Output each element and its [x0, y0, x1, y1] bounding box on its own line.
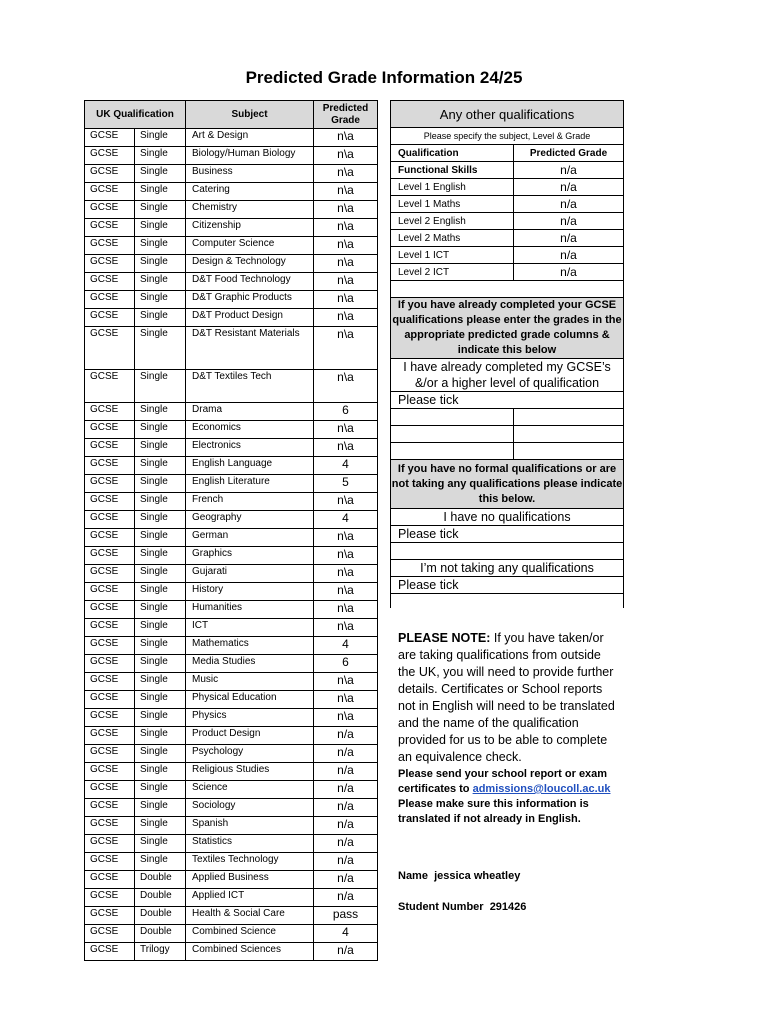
subject-cell: English Literature	[186, 475, 314, 493]
other-qual-grade[interactable]: n/a	[514, 230, 624, 247]
subject-row	[85, 763, 378, 781]
type-cell: Single	[135, 439, 186, 457]
subject-row	[85, 165, 378, 183]
type-cell: Single	[135, 183, 186, 201]
blank-cell	[514, 426, 624, 443]
subject-row	[85, 183, 378, 201]
type-cell: Single	[135, 237, 186, 255]
not-taking-option: I’m not taking any qualifications	[391, 560, 624, 577]
other-qual-grade[interactable]: n/a	[514, 213, 624, 230]
predicted-grade-cell[interactable]: n/a	[314, 745, 378, 763]
subject-row	[85, 219, 378, 237]
type-cell: Single	[135, 201, 186, 219]
student-number-label: Student Number	[398, 901, 484, 913]
qualification-cell: GCSE	[85, 601, 135, 619]
type-cell: Single	[135, 745, 186, 763]
subject-cell: Product Design	[186, 727, 314, 745]
student-name-field	[398, 870, 520, 882]
predicted-grade-cell[interactable]: n/a	[314, 889, 378, 907]
predicted-grade-cell[interactable]: n\a	[314, 421, 378, 439]
functional-skills-label: Functional Skills	[391, 162, 514, 179]
student-name-label: Name	[398, 870, 428, 882]
qualification-cell: GCSE	[85, 871, 135, 889]
header-predicted-grade: Predicted Grade	[314, 101, 378, 129]
subject-row	[85, 291, 378, 309]
subject-cell: Combined Sciences	[186, 943, 314, 961]
qualification-cell: GCSE	[85, 421, 135, 439]
type-cell: Single	[135, 853, 186, 871]
qualification-cell: GCSE	[85, 637, 135, 655]
header-uk-qualification: UK Qualification	[85, 101, 186, 129]
subject-cell: Business	[186, 165, 314, 183]
subject-cell: German	[186, 529, 314, 547]
please-tick-not-taking[interactable]: Please tick	[391, 577, 624, 594]
predicted-grade-cell[interactable]: n\a	[314, 691, 378, 709]
subject-row	[85, 147, 378, 165]
subject-row	[85, 853, 378, 871]
subject-row	[85, 817, 378, 835]
predicted-grade-cell[interactable]: 4	[314, 637, 378, 655]
qualification-cell: GCSE	[85, 583, 135, 601]
subject-cell: Applied Business	[186, 871, 314, 889]
subject-row	[85, 529, 378, 547]
qualification-cell: GCSE	[85, 273, 135, 291]
qualification-cell: GCSE	[85, 129, 135, 147]
subject-row	[85, 781, 378, 799]
qualification-cell: GCSE	[85, 925, 135, 943]
predicted-grade-cell[interactable]: n\a	[314, 673, 378, 691]
type-cell: Single	[135, 835, 186, 853]
predicted-grade-cell[interactable]: n\a	[314, 183, 378, 201]
subject-cell: Drama	[186, 403, 314, 421]
type-cell: Single	[135, 781, 186, 799]
qualification-cell: GCSE	[85, 817, 135, 835]
predicted-grade-cell[interactable]: n/a	[314, 943, 378, 961]
subject-cell: Catering	[186, 183, 314, 201]
predicted-grade-cell[interactable]: 5	[314, 475, 378, 493]
subject-cell: Humanities	[186, 601, 314, 619]
blank-cell	[514, 409, 624, 426]
subject-row	[85, 943, 378, 961]
please-tick-no-qualifications[interactable]: Please tick	[391, 526, 624, 543]
other-qual-grade[interactable]: n/a	[514, 247, 624, 264]
qualification-cell: GCSE	[85, 853, 135, 871]
blank-cell	[514, 443, 624, 460]
subject-row	[85, 439, 378, 457]
subject-cell: Electronics	[186, 439, 314, 457]
header-subject: Subject	[186, 101, 314, 129]
qualification-cell: GCSE	[85, 889, 135, 907]
qualification-cell: GCSE	[85, 327, 135, 370]
subject-row	[85, 237, 378, 255]
predicted-grade-cell[interactable]: n/a	[314, 835, 378, 853]
subject-cell: Applied ICT	[186, 889, 314, 907]
type-cell: Single	[135, 619, 186, 637]
other-qual-label: Level 1 Maths	[391, 196, 514, 213]
type-cell: Single	[135, 799, 186, 817]
subject-cell: Textiles Technology	[186, 853, 314, 871]
predicted-grade-cell[interactable]: n\a	[314, 547, 378, 565]
subject-cell: Art & Design	[186, 129, 314, 147]
no-qualifications-option: I have no qualifications	[391, 509, 624, 526]
predicted-grade-cell[interactable]: n\a	[314, 619, 378, 637]
type-cell: Double	[135, 889, 186, 907]
type-cell: Trilogy	[135, 943, 186, 961]
predicted-grade-cell[interactable]: n\a	[314, 309, 378, 327]
subject-cell: Citizenship	[186, 219, 314, 237]
type-cell: Single	[135, 691, 186, 709]
blank-cell	[391, 443, 514, 460]
subject-row	[85, 889, 378, 907]
other-qual-grade[interactable]: n/a	[514, 196, 624, 213]
subject-row	[85, 871, 378, 889]
student-name-value: jessica wheatley	[434, 870, 521, 882]
qualification-cell: GCSE	[85, 403, 135, 421]
predicted-grade-cell[interactable]: 4	[314, 925, 378, 943]
qualification-cell: GCSE	[85, 709, 135, 727]
qualification-cell: GCSE	[85, 619, 135, 637]
subject-row	[85, 583, 378, 601]
subject-cell: French	[186, 493, 314, 511]
subject-row	[85, 403, 378, 421]
subject-row	[85, 565, 378, 583]
qualification-cell: GCSE	[85, 291, 135, 309]
type-cell: Single	[135, 147, 186, 165]
send-report-text: Please send your school report or exam certificates to	[398, 768, 608, 795]
type-cell: Single	[135, 309, 186, 327]
specify-instruction: Please specify the subject, Level & Grade	[391, 128, 624, 145]
qualification-cell: GCSE	[85, 475, 135, 493]
other-qual-label: Level 2 English	[391, 213, 514, 230]
subject-row	[85, 727, 378, 745]
predicted-grade-cell[interactable]: n\a	[314, 493, 378, 511]
qualification-cell: GCSE	[85, 907, 135, 925]
please-note-lead: PLEASE NOTE:	[398, 631, 491, 645]
subject-cell: D&T Textiles Tech	[186, 370, 314, 403]
predicted-grade-cell[interactable]: n\a	[314, 237, 378, 255]
predicted-grade-cell[interactable]: n/a	[314, 763, 378, 781]
other-qual-grade[interactable]: n/a	[514, 179, 624, 196]
send-report-instruction	[398, 767, 620, 827]
predicted-grade-cell[interactable]: n/a	[314, 853, 378, 871]
qualification-cell: GCSE	[85, 655, 135, 673]
subject-cell: Biology/Human Biology	[186, 147, 314, 165]
please-note-block	[398, 630, 620, 827]
type-cell: Single	[135, 370, 186, 403]
predicted-grade-cell[interactable]: n\a	[314, 291, 378, 309]
predicted-grade-cell[interactable]: n\a	[314, 583, 378, 601]
student-number-field	[398, 901, 526, 913]
page-title: Predicted Grade Information 24/25	[245, 68, 523, 87]
qualification-cell: GCSE	[85, 165, 135, 183]
subject-cell: Design & Technology	[186, 255, 314, 273]
type-cell: Single	[135, 421, 186, 439]
subject-cell: Science	[186, 781, 314, 799]
predicted-grade-cell[interactable]: n\a	[314, 273, 378, 291]
type-cell: Single	[135, 457, 186, 475]
subject-row	[85, 511, 378, 529]
predicted-grade-cell[interactable]: n\a	[314, 327, 378, 370]
other-qual-label: Level 2 ICT	[391, 264, 514, 281]
type-cell: Single	[135, 165, 186, 183]
subject-cell: Statistics	[186, 835, 314, 853]
blank-row	[391, 594, 624, 609]
subject-cell: English Language	[186, 457, 314, 475]
subject-cell: D&T Food Technology	[186, 273, 314, 291]
subject-row	[85, 799, 378, 817]
blank-cell	[391, 409, 514, 426]
qualification-cell: GCSE	[85, 547, 135, 565]
qualification-cell: GCSE	[85, 835, 135, 853]
predicted-grade-cell[interactable]: n\a	[314, 165, 378, 183]
subject-row	[85, 421, 378, 439]
completed-gcse-option: I have already completed my GCSE’s &/or a higher level of qualification	[391, 359, 624, 392]
predicted-grade-cell[interactable]: n\a	[314, 529, 378, 547]
subject-cell: Gujarati	[186, 565, 314, 583]
qualification-cell: GCSE	[85, 565, 135, 583]
subject-cell: Graphics	[186, 547, 314, 565]
type-cell: Single	[135, 673, 186, 691]
subject-row	[85, 655, 378, 673]
subject-row	[85, 601, 378, 619]
qualification-cell: GCSE	[85, 457, 135, 475]
predicted-grade-cell[interactable]: 4	[314, 457, 378, 475]
predicted-grade-cell[interactable]: 6	[314, 403, 378, 421]
subject-row	[85, 129, 378, 147]
subject-cell: Health & Social Care	[186, 907, 314, 925]
type-cell: Single	[135, 637, 186, 655]
type-cell: Single	[135, 565, 186, 583]
subject-cell: Chemistry	[186, 201, 314, 219]
type-cell: Single	[135, 511, 186, 529]
qualification-cell: GCSE	[85, 219, 135, 237]
qualification-cell: GCSE	[85, 439, 135, 457]
subject-row	[85, 637, 378, 655]
no-qualifications-notice: If you have no formal qualifications or are not taking any qualifications please indicate this below.	[391, 460, 624, 509]
blank-cell	[391, 426, 514, 443]
subject-row	[85, 925, 378, 943]
admissions-email-link[interactable]: admissions@loucoll.ac.uk	[472, 783, 611, 795]
subject-cell: ICT	[186, 619, 314, 637]
subject-row	[85, 255, 378, 273]
type-cell: Double	[135, 925, 186, 943]
qualification-cell: GCSE	[85, 691, 135, 709]
subject-row	[85, 673, 378, 691]
predicted-grade-cell[interactable]: n\a	[314, 201, 378, 219]
subject-row	[85, 691, 378, 709]
type-cell: Single	[135, 475, 186, 493]
predicted-grade-column-header: Predicted Grade	[514, 145, 624, 162]
predicted-grade-cell[interactable]: n\a	[314, 565, 378, 583]
subject-row	[85, 327, 378, 370]
subject-cell: Sociology	[186, 799, 314, 817]
predicted-grade-cell[interactable]: n/a	[314, 871, 378, 889]
subject-row	[85, 745, 378, 763]
qualification-cell: GCSE	[85, 745, 135, 763]
type-cell: Single	[135, 493, 186, 511]
subject-cell: Psychology	[186, 745, 314, 763]
subject-cell: Computer Science	[186, 237, 314, 255]
type-cell: Single	[135, 583, 186, 601]
other-qualifications-header: Any other qualifications	[391, 101, 624, 128]
type-cell: Single	[135, 817, 186, 835]
qualification-column-header: Qualification	[391, 145, 514, 162]
subject-row	[85, 619, 378, 637]
subject-cell: D&T Graphic Products	[186, 291, 314, 309]
predicted-grade-cell[interactable]: 6	[314, 655, 378, 673]
qualification-cell: GCSE	[85, 183, 135, 201]
qualification-cell: GCSE	[85, 237, 135, 255]
other-qual-grade[interactable]: n/a	[514, 264, 624, 281]
subject-cell: History	[186, 583, 314, 601]
type-cell: Single	[135, 129, 186, 147]
predicted-grade-cell[interactable]: pass	[314, 907, 378, 925]
qualification-cell: GCSE	[85, 147, 135, 165]
predicted-grade-cell[interactable]: 4	[314, 511, 378, 529]
type-cell: Double	[135, 907, 186, 925]
qualification-cell: GCSE	[85, 201, 135, 219]
subject-cell: Mathematics	[186, 637, 314, 655]
subject-row	[85, 547, 378, 565]
subject-row	[85, 835, 378, 853]
other-qual-label: Level 2 Maths	[391, 230, 514, 247]
predicted-grade-cell[interactable]: n\a	[314, 709, 378, 727]
subject-cell: Media Studies	[186, 655, 314, 673]
qualification-cell: GCSE	[85, 727, 135, 745]
qualification-cell: GCSE	[85, 763, 135, 781]
qualification-cell: GCSE	[85, 370, 135, 403]
predicted-grade-cell[interactable]: n\a	[314, 129, 378, 147]
subject-row	[85, 309, 378, 327]
subject-cell: D&T Product Design	[186, 309, 314, 327]
qualification-cell: GCSE	[85, 309, 135, 327]
subject-cell: Geography	[186, 511, 314, 529]
subject-row	[85, 493, 378, 511]
subjects-table	[84, 100, 378, 961]
type-cell: Single	[135, 219, 186, 237]
subject-cell: Spanish	[186, 817, 314, 835]
other-qualifications-table	[390, 100, 624, 608]
predicted-grade-cell[interactable]: n\a	[314, 219, 378, 237]
type-cell: Single	[135, 547, 186, 565]
translation-instruction: Please make sure this information is translated if not already in English.	[398, 798, 589, 825]
qualification-cell: GCSE	[85, 529, 135, 547]
subject-cell: Religious Studies	[186, 763, 314, 781]
qualification-cell: GCSE	[85, 493, 135, 511]
predicted-grade-cell[interactable]: n\a	[314, 370, 378, 403]
predicted-grade-cell[interactable]: n\a	[314, 147, 378, 165]
other-qual-label: Level 1 ICT	[391, 247, 514, 264]
subject-cell: Combined Science	[186, 925, 314, 943]
predicted-grade-cell[interactable]: n/a	[314, 781, 378, 799]
type-cell: Single	[135, 273, 186, 291]
type-cell: Single	[135, 255, 186, 273]
predicted-grade-cell[interactable]: n/a	[314, 727, 378, 745]
blank-row	[391, 543, 624, 560]
type-cell: Single	[135, 291, 186, 309]
subject-cell: Physics	[186, 709, 314, 727]
subject-cell: D&T Resistant Materials	[186, 327, 314, 370]
qualification-cell: GCSE	[85, 943, 135, 961]
type-cell: Single	[135, 709, 186, 727]
other-qual-label: Level 1 English	[391, 179, 514, 196]
subject-row	[85, 370, 378, 403]
please-note-body: If you have taken/or are taking qualifications from outside the UK, you will need to provide further details. Certificates or School reports not in English will need to be translated and the name of the qualification provided for us to be able to complete an equivalence check.	[398, 631, 615, 764]
qualification-cell: GCSE	[85, 255, 135, 273]
type-cell: Single	[135, 529, 186, 547]
subject-cell: Economics	[186, 421, 314, 439]
subject-row	[85, 907, 378, 925]
subject-cell: Physical Education	[186, 691, 314, 709]
type-cell: Single	[135, 601, 186, 619]
subject-row	[85, 709, 378, 727]
subject-row	[85, 273, 378, 291]
completed-gcse-notice: If you have already completed your GCSE qualifications please enter the grades in the appropriate predicted grade columns & indicate this below	[391, 298, 624, 359]
functional-skills-grade[interactable]: n/a	[514, 162, 624, 179]
subject-row	[85, 201, 378, 219]
type-cell: Double	[135, 871, 186, 889]
predicted-grade-cell[interactable]: n/a	[314, 817, 378, 835]
subject-row	[85, 475, 378, 493]
qualification-cell: GCSE	[85, 673, 135, 691]
type-cell: Single	[135, 655, 186, 673]
type-cell: Single	[135, 327, 186, 370]
qualification-cell: GCSE	[85, 781, 135, 799]
type-cell: Single	[135, 403, 186, 421]
qualification-cell: GCSE	[85, 511, 135, 529]
type-cell: Single	[135, 727, 186, 745]
student-number-value: 291426	[489, 901, 527, 913]
subject-row	[85, 457, 378, 475]
predicted-grade-cell[interactable]: n\a	[314, 601, 378, 619]
subject-cell: Music	[186, 673, 314, 691]
subjects-header-row	[85, 101, 378, 129]
predicted-grade-cell[interactable]: n\a	[314, 439, 378, 457]
predicted-grade-cell[interactable]: n/a	[314, 799, 378, 817]
predicted-grade-cell[interactable]: n\a	[314, 255, 378, 273]
qualification-cell: GCSE	[85, 799, 135, 817]
blank-row	[391, 281, 624, 298]
please-tick-completed[interactable]: Please tick	[391, 392, 624, 409]
type-cell: Single	[135, 763, 186, 781]
